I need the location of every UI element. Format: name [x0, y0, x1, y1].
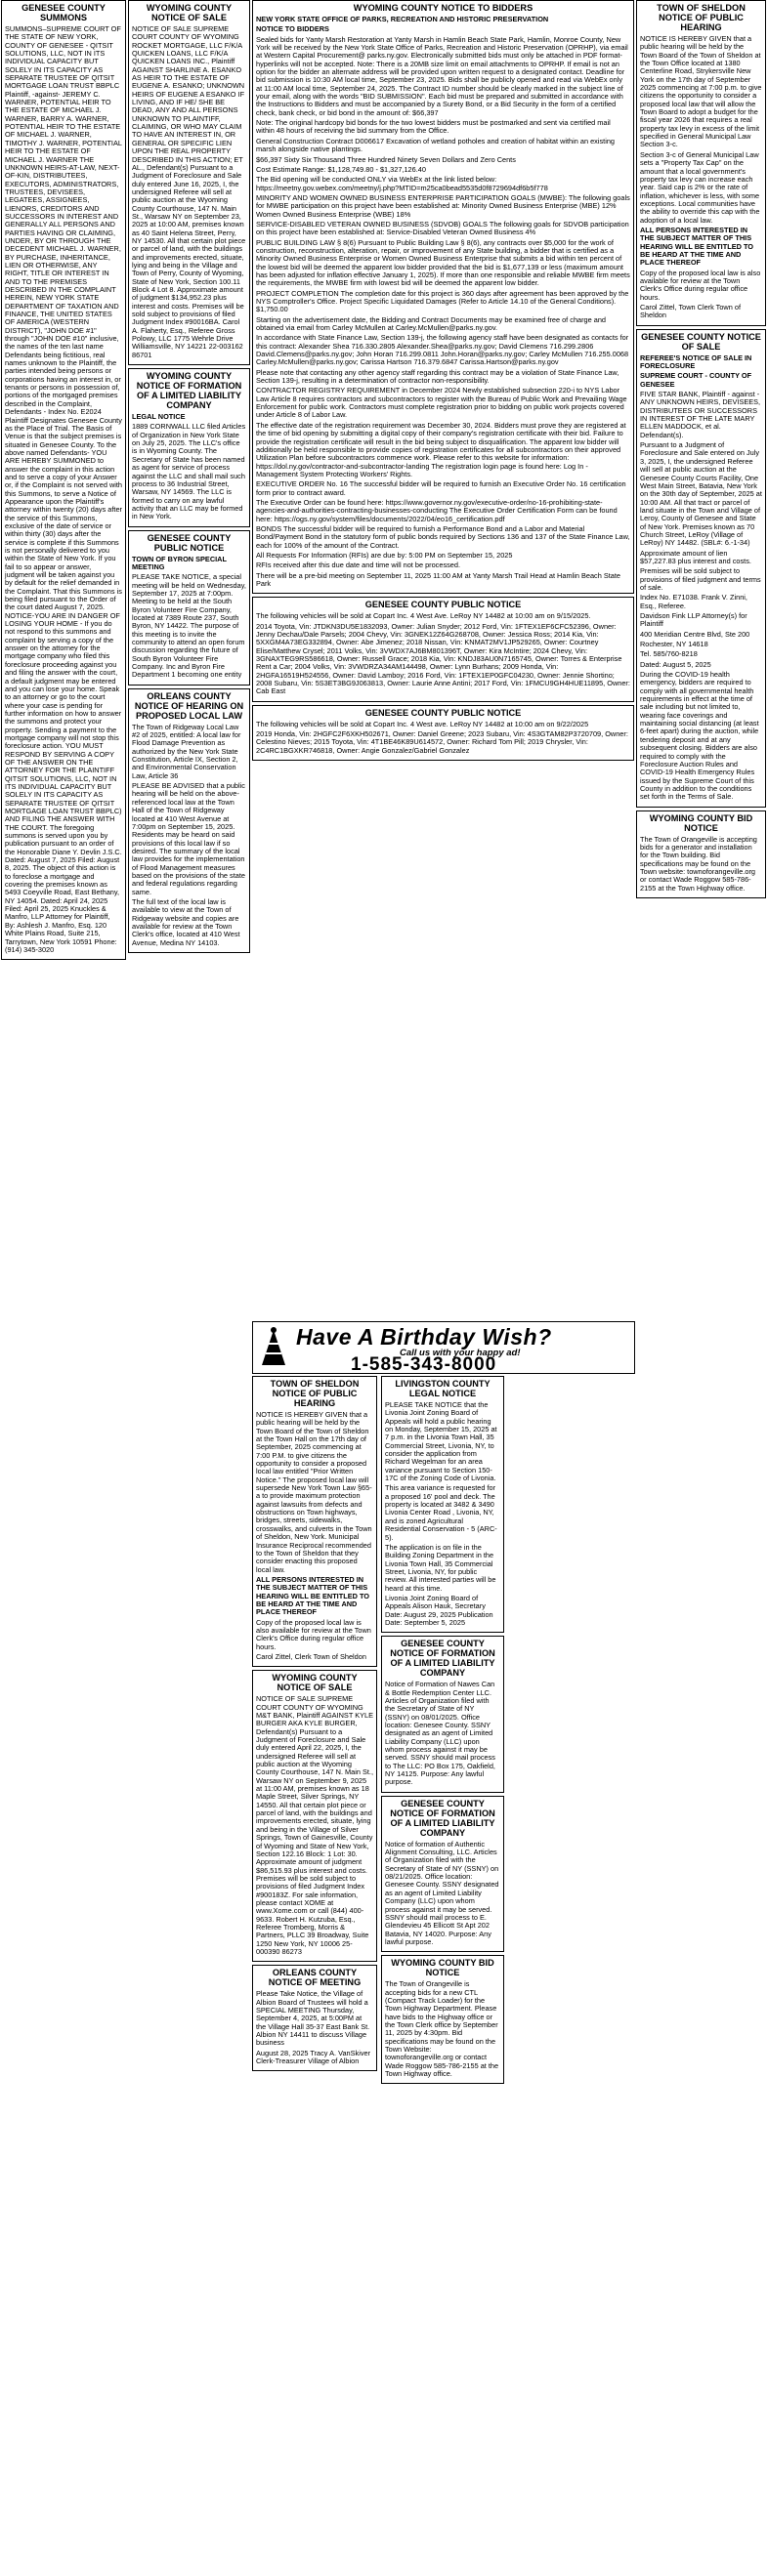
notice-paragraph: PLEASE TAKE NOTICE that the Livonia Joint Zoning Board of Appeals will hold a public hearing on Monday, September 15, 2025 at 7 p.m. in the Livonia Town Hall, 35 Commercial Street, Livonia, NY, to consider the application from Richard Wegelman for an area variance pursuant to Section 150-17C of the Zoning Code of Livonia.: [385, 1400, 497, 1483]
column-4-lower: [381, 1376, 504, 2087]
notice-paragraph: PLEASE BE ADVISED that a public hearing will be held on the above-referenced local law at the Town Hall of the Town of Ridgeway located at 410 West Avenue at 7:00pm on September 15, 2025. Residents may be heard on said provisions of this local law if so desired. The summary of the local law provides for the implementation of Flood Management measures based on the provisions of the state and federal regulations regarding same.: [132, 781, 245, 896]
legal-notice: [636, 810, 766, 898]
notice-paragraph: The Town of Orangeville is accepting bids for a new CTL (Compact Track Loader) for the Town Highway Department. Please have bids to the Highway office or the Town Clerk office by September 11, 2025 by 4:30pm. Bid specifications may be found on the Town Website: townoforangeville.org or contact Wade Roggow 585-786-2155 at the Town Highway office.: [385, 1979, 499, 2078]
notice-paragraph: Starting on the advertisement date, the Bidding and Contract Documents may be examined free of charge and obtained via email from Carley McMullen at Carley.McMullen@parks.ny.gov.: [256, 314, 607, 333]
notice-paragraph: NOTICE IS HEREBY GIVEN that a public hearing will be held by the Town Board of the Town of Sheldon at the Town Office located at 1380 Centerline Road, Strykersville New York on the 17th day of September 2025 commencing at 7:00 p.m. to give citizens the opportunity to consider a proposed local law that will allow the Town Board to adopt a budget for the fiscal year 2026 that requires a real property tax levy in excess of the limit specified in General Municipal Law Section 3-c.: [640, 34, 762, 149]
notice-paragraph: All Requests For Information (RFIs) are due by: 5:00 PM on September 15, 2025: [256, 550, 513, 560]
legal-notice: [381, 1376, 504, 1633]
column-2: [128, 0, 250, 956]
notice-title: ORLEANS COUNTY NOTICE OF HEARING ON PROPOSED LOCAL LAW: [134, 690, 244, 721]
notice-paragraph: Cost Estimate Range: $1,128,749.80 - $1,327,126.40: [256, 164, 426, 174]
notice-paragraph: SUPREME COURT - COUNTY OF GENESEE: [640, 371, 752, 389]
notice-title: GENESEE COUNTY PUBLIC NOTICE: [364, 707, 522, 718]
notice-paragraph: NOTICE OF SALE SUPREME COURT COUNTY OF WYOMING ROCKET MORTGAGE, LLC F/K/A QUICKEN LOANS, LLC F/K/A QUICKEN LOANS INC., Plaintiff AGAINST SHARLINE A. ESANKO AS HEIR TO THE ESTATE OF EUGENE A. ESANKO; UNKNOWN HEIRS OF EUGENE A ESANKO IF LIVING, AND IF HE/ SHE BE DEAD, ANY AND ALL PERSONS UNKNOWN TO PLAINTIFF, CLAIMING, OR WHO MAY CLAIM TO HAVE AN INTEREST IN, OR GENERAL OR SPECIFIC LIEN UPON THE REAL PROPERTY DESCRIBED IN THIS ACTION; ET AL., Defendant(s) Pursuant to a Judgment of Foreclosure and Sale duly entered June 16, 2025, I, the undersigned Referee will sell at public auction at the Wyoming County Courthouse, 147 N. Main St., Warsaw NY on September 23, 2025 at 10:00 AM, premises known as 40 Saint Helena Street, Perry, NY 14530. All that certain plot piece or parcel of land, with the buildings and improvements erected, situate, lying and being in the Village and Town of Perry, County of Wyoming, State of New York, Section 100.11 Block 4 Lot 8. Approximate amount of judgment $134,952.23 plus interest and costs. Premises will be sold subject to provisions of filed Judgment Index #90016BA. Carol A. Flaherty, Esq., Referee Gross Polowy, LLC 1775 Wehrle Drive Williamsville, NY 14221 22-003162 86701: [132, 24, 246, 359]
legal-notice: [636, 0, 766, 326]
notice-title: GENESEE COUNTY PUBLIC NOTICE: [147, 532, 232, 553]
notice-paragraph: $66,397 Sixty Six Thousand Three Hundred Ninety Seven Dollars and Zero Cents: [256, 154, 516, 164]
notice-paragraph: Index No. E71038. Frank V. Zinni, Esq., Referee.: [640, 593, 747, 610]
notice-paragraph: The Executive Order can be found here: https://www.governor.ny.gov/executive-order/no-16-prohibiting-state-agencies-and-authorities-contracting-businesses-conducting The Executive Order Certification Form can be found here: https://ogs.ny.gov/system/files/documents/2022/04/eo16_certification.pdf: [256, 497, 618, 523]
notice-paragraph: SERVICE-DISABLED VETERAN OWNED BUSINESS (SDVOB) GOALS The following goals for SDVOB participation on this project have been established at: Service-Disabled Veteran Owned Business 4%: [256, 219, 629, 237]
legal-notice: [252, 597, 634, 701]
notice-paragraph: The application is on file in the Building Zoning Department in the Livonia Town Hall, 35 Commercial Street, Livonia, NY, for public review. All interested parties will be heard at this time.: [385, 1542, 496, 1593]
notice-paragraph: PUBLIC BUILDING LAW § 8(6) Pursuant to Public Building Law § 8(6), any contracts over $5,000 for the work of construction, reconstruction, alteration, repair, or improvement of any State building, a bidder that is certified as a Minority Owned Business Enterprise or Women Owned Business Enterprise that submits a bid within ten percent of the lowest bid will be deemed the apparent low bidder provided that the bid is $1,677,139 or less (maximum amount has been adjusted for inflation effective January 1, 2025). If more than one responsible and reliable MWBE firm meets the requirements, the MWBE firm with lowest bid will be deemed the apparent low bidder.: [256, 237, 630, 288]
notice-paragraph: EXECUTIVE ORDER No. 16 The successful bidder will be required to furnish an Executive Order No. 16 certification form prior to contract award.: [256, 479, 626, 497]
notice-paragraph: General Construction Contract D006617 Excavation of wetland potholes and creation of habitat within an existing marsh alongside native plantings.: [256, 136, 616, 154]
notice-paragraph: The following vehicles will be sold at Copart Inc. 4 West Ave. LeRoy NY 14482 at 10:00 am on 9/15/2025.: [256, 611, 591, 621]
notice-paragraph: MINORITY AND WOMEN OWNED BUSINESS ENTERPRISE PARTICIPATION GOALS (MWBE): The following goals for MWBE participation on this project have been established at: Minority Owned Business Enterprise (MBE) 12% Women Owned Business Enterprise (WBE) 18%: [256, 192, 630, 219]
notice-paragraph: Copy of the proposed local law is also available for review at the Town Clerk's Office during regular office hours.: [256, 1617, 371, 1651]
notice-paragraph: TOWN OF BYRON SPECIAL MEETING: [132, 554, 227, 571]
birthday-ad: [252, 1321, 635, 1374]
notice-title: WYOMING COUNTY NOTICE TO BIDDERS: [353, 3, 533, 13]
notice-paragraph: August 28, 2025 Tracy A. VanSkiver Clerk-Treasurer Village of Albion: [256, 2048, 371, 2066]
notice-paragraph: Premises will be sold subject to provisions of filed judgment and terms of sale.: [640, 566, 761, 592]
notice-paragraph: 1889 CORNWALL LLC filed Articles of Organization in New York State on July 25, 2025. The LLC's office is in Wyoming County. The Secretary of State has been named as agent for service of process against the LLC and shall mail such process to 36 Industrial Street, Warsaw, NY 14569. The LLC is formed to carry on any lawful activity that an LLC may be formed in New York.: [132, 422, 246, 521]
notice-paragraph: ALL PERSONS INTERESTED IN THE SUBJECT MATTER OF THIS HEARING WILL BE ENTITLED TO BE HEARD AT THE TIME AND PLACE THEREOF: [640, 225, 754, 268]
notice-paragraph: Approximate amount of lien $57,227.83 plus interest and costs.: [640, 548, 751, 565]
legal-notice: [128, 0, 250, 365]
notice-paragraph: Tel. 585/760-8218: [640, 649, 698, 659]
notice-paragraph: BONDS The successful bidder will be required to furnish a Performance Bond and a Labor and Material Bond/Payment Bond in the statutory form of public bonds required by Sections 136 and 137 of the State Finance Law, each for 100% of the amount of the Contract.: [256, 523, 630, 550]
notice-paragraph: The full text of the local law is available to view at the Town of Ridgeway website and copies are available for review at the Town Clerk's office, located at 410 West Avenue, Medina NY 14103.: [132, 896, 240, 947]
legal-notice: [252, 1670, 377, 1962]
legal-notice: [128, 530, 250, 686]
notice-paragraph: Carol Zittel, Town Clerk Town of Sheldon: [640, 303, 741, 320]
notice-title: ORLEANS COUNTY NOTICE OF MEETING: [268, 1968, 362, 1988]
notice-paragraph: Copy of the proposed local law is also available for review at the Town Clerk's Office during regular office hours.: [640, 268, 761, 302]
legal-notice: [252, 1376, 377, 1667]
ad-tagline: Call us with your happy ad!: [400, 1348, 521, 1358]
notice-paragraph: Please note that contacting any other agency staff regarding this contract may be a violation of State Finance Law, Section 139-j, resulting in a determination of contractor non-responsibility.: [256, 367, 619, 386]
notice-title: WYOMING COUNTY BID NOTICE: [649, 812, 753, 833]
legal-notice: [252, 1965, 377, 2071]
notice-paragraph: Dated: August 5, 2025: [640, 659, 711, 669]
notice-paragraph: Livonia Joint Zoning Board of Appeals Alison Hauk, Secretary Date: August 29, 2025 Publication Date: September 5, 2025: [385, 1593, 493, 1627]
notice-paragraph: During the COVID-19 health emergency, bidders are required to comply with all governmental health requirements in effect at the time of sale including but not limited to, wearing face coverings and maintaining social distancing (at least 6-feet apart) during the auction, while tendering deposit and at any subsequent closing. Bidders are also required to comply with the Foreclosure Auction Rules and COVID-19 Health Emergency Rules issued by the Supreme Court of this County in addition to the conditions set forth in the Terms of Sale.: [640, 670, 759, 802]
notice-paragraph: Rochester, NY 14618: [640, 640, 708, 649]
ad-phone: 1-585-343-8000: [351, 1354, 497, 1375]
legal-notice: [381, 1636, 504, 1792]
party-hat-icon: [259, 1326, 288, 1369]
legal-notice: [128, 688, 250, 953]
notice-paragraph: The Town of Ridgeway Local Law #2 of 2025, entitled: A local law for Flood Damage Prevention as authorized by the New York State Constitution, Article IX, Section 2, and Environmental Conservation Law, Article 36: [132, 722, 241, 780]
notice-paragraph: There will be a pre-bid meeting on September 11, 2025 11:00 AM at Yanty Marsh Trail Head at Hamlin Beach State Park: [256, 570, 620, 588]
notice-paragraph: FIVE STAR BANK, Plaintiff - against - ANY UNKNOWN HEIRS, DEVISEES, DISTRIBUTEES OR SUCCESSORS IN INTEREST OF THE LATE MARY ELLEN MADDOCK, et al. Defendant(s).: [640, 390, 761, 439]
notice-paragraph: Davidson Fink LLP Attorney(s) for Plaintiff: [640, 611, 747, 629]
notice-paragraph: The Town of Orangeville is accepting bids for a generator and installation for the Town building. Bid specifications may be found on the Town website: townoforangeville.org or contact Wade Roggow 585-786-2155 at the Town Highway office.: [640, 834, 757, 893]
notice-paragraph: 2014 Toyota, Vin: JTDKN3DU5E1832093, Owner: Julian Snyder; 2012 Ford, Vin: 1FTEX1EF6CFC52396, Owner: Jenny Dechau/Dale Parsels; 2004 Chevy, Vin: 3GNEK12Z64G268708, Owner: Jessica Ross; 2014 Kia, Vin: 5XXGM4A73EG332894, Owner: Abe Jimenez; 2018 Nissan, Vin: KNMAT2MV1JP529265, Owner: Courtney Elise/Matthew Crysel; 2011 Volks, Vin: 3VWDX7AJ6BM801396T, Owner: Kira McIntire; 2024 Chevy, Vin: 3GNAXTEG9RS586618, Owner: Russell Grace; 2018 Kia, Vin: KNDJ83AU0N7165745, Owner: Torres & Enterprise Rent a Car; 2004 Volks, Vin: 3VWDRZA34AM144498, Owner: Lynn Burhans; 2009 Honda, Vin: 2HGFA16519H524556, Owner: David Lamboy; 2016 Ford, Vin: 1FTEX1EP0GFC04230, Owner: Jennie Shortino; 2008 Subaru, Vin: 5S3ET3BG9J063813, Owner: Laurie Anne Antini; 2017 Ford, Vin: 1FMCU9GH4HUE11895, Owner: Cab East: [256, 621, 630, 696]
notice-paragraph: NOTICE TO BIDDERS: [256, 24, 329, 34]
notice-paragraph: This area variance is requested for a proposed 16' pool and deck. The property is located at 3482 & 3490 Livonia Center Road , Livonia, NY, and is zoned Agricultural Residential Conservation - 5 (ARC-5).: [385, 1483, 497, 1542]
notice-paragraph: REFEREE'S NOTICE OF SALE IN FORECLOSURE: [640, 353, 752, 371]
legal-notice: [252, 705, 634, 761]
notice-title: GENESEE COUNTY NOTICE OF FORMATION OF A LIMITED LIABILITY COMPANY: [390, 1798, 495, 1838]
legal-notice: [381, 1955, 504, 2084]
notice-title: WYOMING COUNTY NOTICE OF SALE: [146, 3, 233, 22]
notice-title: GENESEE COUNTY PUBLIC NOTICE: [364, 600, 522, 610]
legal-notice: [252, 0, 634, 594]
notice-paragraph: 400 Meridian Centre Blvd, Ste 200: [640, 629, 750, 639]
notice-paragraph: The effective date of the registration requirement was December 30, 2024. Bidders must prove they are registered at the time of bid opening by submitting a digital copy of their company's registration certificate with their bid. Failure to provide the registration certificate will result in the bid being subject to disqualification. The apparent low bidder will additionally be held responsible to provide copies of registration certificates for all subcontractors on their approved Utilization Plan before subcontractors commence work. Please refer to this website for information: https://dol.ny.gov/contractor-and-subcontractor-landing The registration login page is found here: Log In - Management System Protecting Workers' Rights.: [256, 420, 626, 478]
notice-title: LIVINGSTON COUNTY LEGAL NOTICE: [395, 1379, 491, 1398]
notice-paragraph: Please Take Notice, the Village of Albion Board of Trustees will hold a SPECIAL MEETING Thursday, September 4, 2025, at 5:00PM at the Village Hall 35-37 East Bank St. Albion NY 14411 to discuss Village business: [256, 1989, 370, 2048]
notice-paragraph: CONTRACTOR REGISTRY REQUIREMENT in December 2024 Newly established subsection 220-i to NYS Labor Law Article 8 requires contractors and subcontractors to register with the Bureau of Public Work and Prevailing Wage Enforcement for public work. Contractors must complete registration prior to bidding on public work projects covered under Article 8 of Labor Law.: [256, 386, 627, 420]
notice-paragraph: SUMMONS–SUPREME COURT OF THE STATE OF NEW YORK, COUNTY OF GENESEE - QITSIT SOLUTIONS, LLC, NOT IN ITS INDIVIDUAL CAPACITY BUT SOLELY IN ITS CAPACITY AS SEPARATE TRUSTEE OF QITSIT MORTGAGE LOAN TRUST BBPLC Plaintiff, -against- JEREMY C. WARNER, POTENTIAL HEIR TO THE ESTATE OF MICHAEL J. WARNER, BARRY A. WARNER, POTENTIAL HEIR TO THE ESTATE OF MICHAEL J. WARNER, TIMOTHY J. WARNER, POTENTIAL HEIR TO THE ESTATE OF MICHAEL J. WARNER THE UNKNOWN HEIRS-AT-LAW, NEXT-OF-KIN, DISTRIBUTEES, EXECUTORS, ADMINISTRATORS, TRUSTEES, DEVISEES, LEGATEES, ASSIGNEES, LIENORS, CREDITORS AND SUCCESSORS IN INTEREST AND GENERALLY ALL PERSONS AND PARTIES HAVING OR CLAIMING, UNDER, BY OR THROUGH THE DECEDENT MICHAEL J. WARNER, BY PURCHASE, INHERITANCE, LIEN OR OTHERWISE, ANY RIGHT, TITLE OR INTEREST IN AND TO THE PREMISES DESCRIBED IN THE COMPLAINT HEREIN, NEW YORK STATE DEPARTMENT OF TAXATION AND FINANCE, THE UNITED STATES OF AMERICA (WESTERN DISTRICT), "JOHN DOE #1" through "JOHN DOE #10" inclusive, the names of the ten last name Defendants being fictitious, real names unknown to the Plaintiff, the parties intended being persons or corporations having an interest in, or tenants or persons in possession of, portions of the mortgaged premises described in the Complaint, Defendants - Index No. E2024 Plaintiff Designates Genesee County as the Place of Trial. The Basis of Venue is that the subject premises is situated in Genesee County. To the above named Defendants- YOU ARE HEREBY SUMMONED to answer the complaint in this action and to serve a copy of your Answer or, if the Complaint is not served with this Summons, to serve a Notice of Appearance upon the Plaintiff's attorney within twenty (20) days after the service of this Summons, exclusive of the date of service or within thirty (30) days after the service is complete if this Summons is not personally delivered to you within the State of New York. If you fail to so appear or answer, judgment will be taken against you by default for the relief demanded in the Complaint. That this Summons is being filed pursuant to the Order of the court dated August 7, 2025. NOTICE-YOU ARE IN DANGER OF LOSING YOUR HOME - If you do not respond to this summons and complaint by serving a copy of the answer on the attorney for the mortgage company who filed this foreclosure proceeding against you and filing the answer with the court, a default judgment may be entered and you can lose your home. Speak to an attorney or go to the court where your case is pending for further information on how to answer the summons and protect your property. Sending a payment to the mortgage company will not stop this foreclosure action. YOU MUST RESPOND BY SERVING A COPY OF THE ANSWER ON THE ATTORNEY FOR THE PLAINTIFF QITSIT SOLUTIONS, LLC, NOT IN ITS INDIVIDUAL CAPACITY BUT SOLELY IN ITS CAPACITY AS SEPARATE TRUSTEE OF QITSIT MORTGAGE LOAN TRUST BBPLC) AND FILING THE ANSWER WITH THE COURT. The foregoing summons is served upon you by publication pursuant to an order of the Honorable Diane Y. Devlin J.S.C. Dated: August 7, 2025 Filed: August 8, 2025. The object of this action is to foreclose a mortgage and covering the premises known as 5493 Coeyville Road, East Bethany, NY 14054. Dated: April 24, 2025 Filed: April 25, 2025 Knuckles & Manfro, LLP Attorney for Plaintiff, By: Ashlesh J. Manfro, Esq. 120 White Plains Road, Suite 215, Tarrytown, New York 10591 Phone: (914) 345-3020: [5, 24, 123, 954]
notice-title: WYOMING COUNTY BID NOTICE: [391, 1958, 494, 1978]
notice-title: WYOMING COUNTY NOTICE OF FORMATION OF A LIMITED LIABILITY COMPANY: [136, 371, 242, 411]
notice-paragraph: Pursuant to a Judgment of Foreclosure and Sale entered on July 3, 2025, I, the undersigned Referee will sell at public auction at the Genesee County Courts Facility, One West Main Street, Batavia, New York on the 30th day of September, 2025 at 10:00 AM. All that tract or parcel of land situate in the Town and Village of Leroy, County of Genesee and State of New York. Premises known as 70 Church Street, LeRoy (Village of LeRoy) NY 14482. (SBL#: 6.-1-34): [640, 440, 762, 548]
notice-paragraph: Sealed bids for Yanty Marsh Restoration at Yanty Marsh in Hamlin Beach State Park, Hamlin, Monroe County, New York will be received by the New York State Office of Parks, Recreation and Historic Preservation (OPRHP), via email at Western Capital Procurement@ parks.ny.gov. Electronically submitted bids must only be attached in PDF format- hyperlinks will not be accepted. Note: There is a 20MB size limit on email attachments to OPRHP. If email is not an option for the bidder an alternate address will be provided upon written request to a designated contact. Deadline for bid submission is 10:30 AM local time, September 23, 2025. Bids shall be publicly opened and read via WebEx only at 11:00 AM local time, September 24, 2025. The Contract ID number should be clearly marked in the subject line of your email, along with the words "BID SUBMISSION". Each bid must be prepared and submitted in accordance with the Instructions to Bidders and must be accompanied by a Surety Bond, or a Bid Security in the form of a certified check, bank check, or bid bond in the amount of: $66,397: [256, 34, 628, 117]
notice-paragraph: PROJECT COMPLETION The completion date for this project is 360 days after agreement has been approved by the NYS Comptroller's Office. Project Specific Liquidated Damages (Refer to Article 14.10 of the General Conditions). $1,750.00: [256, 288, 629, 314]
column-3-lower: [252, 1376, 377, 2074]
column-1: [1, 0, 126, 963]
notice-paragraph: LEGAL NOTICE: [132, 412, 186, 422]
notice-paragraph: 2019 Honda, Vin: 2HGFC2F6XKH502671, Owner: Daniel Greene; 2023 Subaru, Vin: 4S3GTAM82P3720709, Owner: Celestino Nieves; 2015 Toyota, Vin: 4T1BE46K89U614572, Owner: Richard Tom Pill; 2019 Chrysler, Vin: 2C4RC1BGXKR746818, Owner: Angie Gonzalez/Gabriel Gonzalez: [256, 729, 628, 755]
ad-headline: Have A Birthday Wish?: [296, 1324, 552, 1350]
notice-title: WYOMING COUNTY NOTICE OF SALE: [272, 1673, 358, 1693]
notice-paragraph: RFIs received after this due date and time will not be processed.: [256, 561, 460, 570]
notice-paragraph: In accordance with State Finance Law, Section 139-j, the following agency staff have been designated as contacts for this contract: Alexander Shea 716.330.2805 Alexander.Shea@parks.ny.gov; David Clemens 716.299.2806 David.Clemens@parks.ny.gov; John Horan 716.299.0811 John.Horan@parks.ny.gov; Carley McMullen 716.255.0068 Carley.McMullen@parks.ny.gov; Carissa Hartson 716.379.6847 Carissa.Hartson@parks.ny.gov: [256, 333, 629, 367]
notice-paragraph: Section 3-c of General Municipal Law sets a "Property Tax Cap" on the amount that a local government's property tax levy can increase each year. Said cap is 2% or the rate of inflation, whichever is less, with some exceptions. Local communities have the ability to override this cap with the adoption of a local law.: [640, 149, 760, 225]
notice-paragraph: PLEASE TAKE NOTICE, a special meeting will be held on Wednesday, September 17, 2025 at 7:00pm. Meeting to be held at the South Byron Volunteer Fire Company, located at 7389 Route 237, South Byron, NY 14422. The purpose of this meeting is to invite the community to attend an open forum discussion regarding the future of South Byron Volunteer Fire Company. Inc and Byron Fire Department 1 becoming one entity: [132, 572, 246, 680]
legal-notice: [128, 368, 250, 526]
notice-paragraph: ALL PERSONS INTERESTED IN THE SUBJECT MATTER OF THIS HEARING WILL BE ENTITLED TO BE HEARD AT THE TIME AND PLACE THEREOF: [256, 1574, 370, 1617]
legal-notice: [636, 329, 766, 808]
notice-paragraph: Note: The original hardcopy bid bonds for the two lowest bidders must be postmarked and sent via certified mail within 48 hours of receiving the bid summary from the Office.: [256, 118, 611, 136]
notice-paragraph: NOTICE IS HEREBY GIVEN that a public hearing will be held by the Town Board of the Town of Sheldon at the Town Hall on the 17th day of September, 2025 commencing at 7:00 P.M. to give citizens the opportunity to consider a proposed local law entitled "Prior Written Notice." The proposed local law will supersede New York Town Law §65-a to provide maximum protection against lawsuits from defects and obstructions on Town highways, bridges, streets, sidewalks, crosswalks, and culverts in the Town of Sheldon, New York. Municipal Insurance Reciprocal recommended to the Town of Sheldon that they consider enacting this proposed local law.: [256, 1410, 372, 1574]
notice-paragraph: Notice of Formation of Nawes Can & Bottle Redemption Center LLC. Articles of Organization filed with the Secretary of State of NY (SSNY) on 08/01/2025. Office location: Genesee County. SSNY designated as an agent of Limited Liability Company (LLC) upon whom process against it may be served. SSNY should mail process to The LLC: PO Box 175, Oakfield, NY 14125. Purpose: Any lawful purpose.: [385, 1680, 495, 1787]
column-3-wide: [252, 0, 634, 764]
notice-title: GENESEE COUNTY NOTICE OF FORMATION OF A LIMITED LIABILITY COMPANY: [390, 1639, 495, 1679]
legal-notice: [381, 1796, 504, 1952]
legal-notice: [1, 0, 126, 960]
notice-title: GENESEE COUNTY NOTICE OF SALE: [641, 331, 761, 352]
notice-paragraph: NOTICE OF SALE SUPREME COURT COUNTY OF WYOMING M&T BANK, Plaintiff AGAINST KYLE BURGER AKA KYLE BURGER, Defendant(s) Pursuant to a Judgment of Foreclosure and Sale duly entered April 22, 2025, I, the undersigned Referee will sell at public auction at the Wyoming County Courthouse, 147 N. Main St., Warsaw NY on September 9, 2025 at 11:00 AM, premises known as 18 Maple Street, Silver Springs, NY 14550. All that certain plot piece or parcel of land, with the buildings and improvements erected, situate, lying and being in the Village of Silver Springs, Town of Gainesville, County of Wyoming and State of New York, Section 122.16 Block: 1 Lot: 30. Approximate amount of judgment $86,515.93 plus interest and costs. Premises will be sold subject to provisions of filed Judgment Index #900183Z. For sale information, please contact XOME at www.Xome.com or call (844) 400-9633. Robert H. Kutzuba, Esq., Referee Tromberg, Morris & Partners, PLLC 39 Broadway, Suite 1250 New York, NY 10006 25-000390 86273: [256, 1694, 374, 1956]
notice-title: TOWN OF SHELDON NOTICE OF PUBLIC HEARING: [657, 3, 746, 32]
notice-paragraph: NEW YORK STATE OFFICE OF PARKS, RECREATION AND HISTORIC PRESERVATION: [256, 15, 549, 23]
notice-title: TOWN OF SHELDON NOTICE OF PUBLIC HEARING: [270, 1379, 360, 1408]
notice-paragraph: The Bid opening will be conducted ONLY via WebEx at the link listed below: https://meetny.gov.webex.com/meetny/j.php?MTID=m25ca0bead5535d0f8729694df6b5f778: [256, 175, 548, 192]
notice-paragraph: The following vehicles will be sold at Copart Inc. 4 West ave. LeRoy NY 14482 at 10:00 am on 9/22/2025: [256, 719, 589, 728]
column-5: [636, 0, 766, 901]
notice-paragraph: Notice of formation of Authentic Alignment Consulting, LLC. Articles of Organization filed with the Secretary of State of NY (SSNY) on 08/21/2025. Office location: Genesee County. SSNY designated as an agent of Limited Liability Company (LLC) upon whom process against it may be served. SSNY should mail process to E. Glendevieu 45 Ellicott St Apt 202 Batavia, NY 14020. Purpose: Any lawful purpose.: [385, 1839, 499, 1946]
notice-title: GENESEE COUNTY SUMMONS: [21, 3, 106, 22]
notice-paragraph: Carol Zittel, Clerk Town of Sheldon: [256, 1651, 366, 1661]
